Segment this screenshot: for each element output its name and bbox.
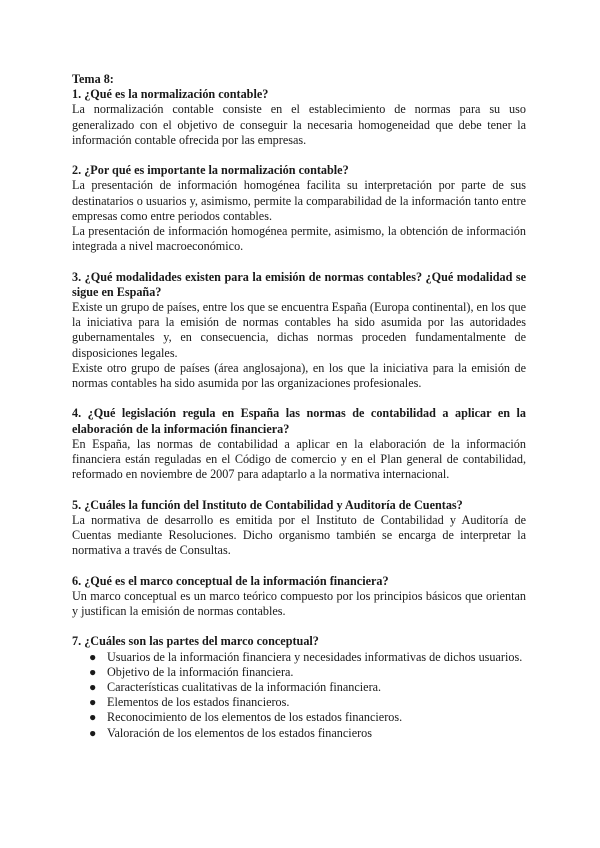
answer-paragraph: La normativa de desarrollo es emitida por el Instituto de Contabilidad y Auditoría de Cuentas mediante Resoluciones. Dicho organismo también se encarga de interpretar la normativa a través de Consultas. <box>72 512 526 558</box>
topic-title: Tema 8: <box>72 72 114 86</box>
answer-paragraph: En España, las normas de contabilidad a aplicar en la elaboración de la información financiera están reguladas en el Código de comercio y en el Plan general de contabilidad, reformado en noviembre de 2007 para adaptarlo a la normativa internacional. <box>72 436 526 482</box>
section-4 <box>72 406 526 482</box>
list-item-text: Características cualitativas de la información financiera. <box>107 680 382 695</box>
bullet-icon: ● <box>89 680 97 695</box>
bullet-icon: ● <box>89 649 97 664</box>
section-3 <box>72 270 526 392</box>
question-heading: 5. ¿Cuáles la función del Instituto de Contabilidad y Auditoría de Cuentas? <box>72 497 463 512</box>
section-2 <box>72 163 526 254</box>
bullet-icon: ● <box>89 725 97 740</box>
framework-parts-list <box>72 650 526 741</box>
list-item-text: Usuarios de la información financiera y necesidades informativas de dichos usuarios. <box>107 649 523 664</box>
list-item <box>72 695 526 710</box>
question-heading: 3. ¿Qué modalidades existen para la emisión de normas contables? ¿Qué modalidad se sigue en España? <box>72 269 526 299</box>
answer-paragraph: Existe otro grupo de países (área anglosajona), en los que la iniciativa para la emisión de normas contables ha sido asumida por las organizaciones profesionales. <box>72 360 526 391</box>
question-heading: 1. ¿Qué es la normalización contable? <box>72 87 269 102</box>
answer-paragraph: Existe un grupo de países, entre los que se encuentra España (Europa continental), en los que la iniciativa para la emisión de normas contables ha sido asumida por las autoridades gubernamentales y, en consecuencia, dichas normas proceden fundamentalmente de disposiciones legales. <box>72 300 526 360</box>
bullet-icon: ● <box>89 710 97 725</box>
answer-paragraph: La presentación de información homogénea permite, asimismo, la obtención de información integrada a nivel macroeconómico. <box>72 224 526 254</box>
section-6 <box>72 574 526 620</box>
answer-paragraph: La normalización contable consiste en el establecimiento de normas para su uso generalizado con el objetivo de conseguir la necesaria homogeneidad que debe tener la información contable ofrecida por las empresas. <box>72 102 526 147</box>
answer-paragraph: Un marco conceptual es un marco teórico compuesto por los principios básicos que orientan y justifican la emisión de normas contables. <box>72 588 526 619</box>
answer-paragraph: La presentación de información homogénea facilita su interpretación por parte de sus destinatarios o usuarios y, asimismo, permite la comparabilidad de la información tanto entre empresas como entre periodos contables. <box>72 178 526 223</box>
list-item-text: Elementos de los estados financieros. <box>107 695 290 710</box>
list-item <box>72 680 526 695</box>
question-heading: 2. ¿Por qué es importante la normalización contable? <box>72 163 349 178</box>
question-heading: 4. ¿Qué legislación regula en España las normas de contabilidad a aplicar en la elaboración de la información financiera? <box>72 406 526 436</box>
section-5 <box>72 498 526 559</box>
document-page <box>72 72 526 756</box>
list-item <box>72 650 526 665</box>
list-item <box>72 710 526 725</box>
question-heading: 6. ¿Qué es el marco conceptual de la información financiera? <box>72 573 389 588</box>
list-item-text: Objetivo de la información financiera. <box>107 664 294 679</box>
list-item-text: Valoración de los elementos de los estados financieros <box>107 725 372 740</box>
list-item <box>72 665 526 680</box>
question-heading: 7. ¿Cuáles son las partes del marco conceptual? <box>72 634 319 649</box>
list-item <box>72 726 526 741</box>
bullet-icon: ● <box>89 695 97 710</box>
section-7 <box>72 634 526 740</box>
bullet-icon: ● <box>89 664 97 679</box>
list-item-text: Reconocimiento de los elementos de los estados financieros. <box>107 710 403 725</box>
section-1 <box>72 87 526 148</box>
